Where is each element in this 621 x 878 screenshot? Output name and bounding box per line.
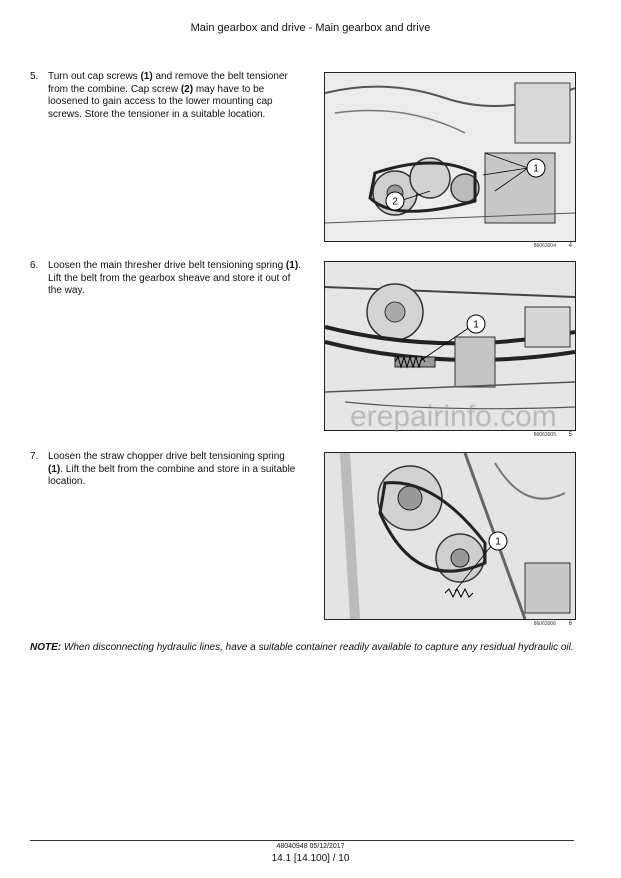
footer-page-number: 14.1 [14.100] / 10 (271, 853, 350, 864)
page-header: Main gearbox and drive - Main gearbox and drive (190, 22, 431, 34)
figure-4-belt-tensioner (324, 72, 576, 242)
figure-4-illustration (325, 73, 575, 241)
callout-reference: (1) (140, 71, 153, 82)
callout-2: 2 (392, 196, 398, 208)
figure-index: 4 (568, 243, 572, 249)
figure-code: 86063006 (533, 621, 556, 627)
callout-reference: (2) (180, 83, 194, 95)
callout-1: 1 (533, 163, 539, 175)
note-text: When disconnecting hydraulic lines, have a suitable container readily available to capture any residual hydraulic oil. (61, 642, 574, 653)
step-7 (30, 451, 302, 489)
note-label: NOTE: (30, 642, 62, 653)
step-text-segment: Loosen the main thresher drive belt tensioning spring (48, 260, 286, 271)
step-number: 7. (30, 451, 39, 462)
figure-index: 6 (568, 621, 572, 627)
figure-6-chopper-belt (324, 452, 576, 620)
step-text (48, 71, 302, 121)
step-number: 5. (30, 71, 39, 82)
step-text-segment: . Lift the belt from the combine and store in a suitable location. (48, 463, 296, 487)
callout-reference: (1) (48, 463, 61, 475)
step-6 (30, 260, 302, 298)
step-text-segment: Turn out cap screws (48, 71, 141, 82)
step-text-segment: Loosen the straw chopper drive belt tensioning spring (48, 451, 285, 462)
callout-1: 1 (473, 319, 479, 331)
step-5 (30, 71, 302, 121)
footer-divider (30, 840, 574, 841)
figure-6-illustration (325, 453, 575, 619)
step-text (48, 451, 302, 489)
figure-index: 5 (568, 432, 572, 438)
footer-doc-code: 48040948 05/12/2017 (276, 843, 345, 850)
figure-code: 86063004 (533, 243, 556, 249)
step-text-segment: . Lift the belt from the gearbox sheave and store it out of the way. (48, 260, 301, 296)
step-number: 6. (30, 260, 39, 271)
step-text-segment: and remove the belt tensioner from the combine. Cap screw (48, 71, 288, 95)
watermark-text: erepairinfo.com (350, 400, 557, 433)
figure-code: 86063005 (533, 432, 556, 438)
callout-reference: (1) (285, 260, 299, 271)
step-text (48, 260, 302, 298)
callout-1: 1 (495, 536, 501, 548)
step-text-segment: may have to be loosened to gain access to the lower mounting cap screws. Store the tensioner in a suitable location. (48, 83, 273, 120)
note (30, 641, 574, 654)
